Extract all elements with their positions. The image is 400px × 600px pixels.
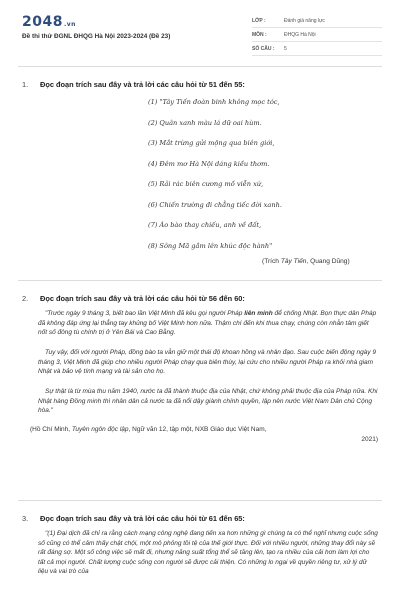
divider — [18, 280, 382, 281]
divider — [18, 500, 382, 501]
passage-paragraph-2: Tuy vậy, đối với người Pháp, đồng bào ta vẫn giữ một thái độ khoan hồng và nhân đạo. Sau cuộc biến động ngày 9 tháng 3, Việt Minh đã giúp cho nhiều người Pháp chạy qua biên thùy, lại cứu cho nhiều người Pháp ra khỏi nhà giam Nhật và bảo vệ tính mạng và tài sản cho họ. — [38, 349, 376, 376]
question-1 — [22, 80, 382, 89]
poem-line: (2) Quân xanh màu lá dữ oai hùm. — [148, 118, 262, 127]
meta-row-count: SỐ CÂU : 5 — [252, 42, 382, 56]
poem — [148, 98, 282, 262]
question-2-heading: 2. Đọc đoạn trích sau đây và trả lời các câu hỏi từ 56 đến 60: — [22, 294, 245, 303]
page-header — [0, 0, 400, 62]
passage-paragraph-3: Sự thật là từ mùa thu năm 1940, nước ta đã thành thuộc địa của Nhật, chứ không phải thuộc địa của Pháp nữa. Khi Nhật hàng Đồng minh thì nhân dân cả nước ta đã nổi dậy giành chính quyền, lập nên nước Việt Nam Dân chủ Cộng hòa." — [38, 388, 378, 415]
poem-line: (8) Sông Mã gầm lên khúc độc hành" — [148, 241, 273, 250]
poem-line: (5) Rải rác biên cương mồ viễn xứ, — [148, 180, 264, 188]
exam-meta — [252, 14, 382, 56]
poem-source: (Trích Tây Tiến, Quang Dũng) — [262, 258, 350, 265]
poem-line: (1) "Tây Tiến đoàn binh không mọc tóc, — [148, 98, 280, 106]
meta-row-subject: MÔN : ĐHQG Hà Nội — [252, 28, 382, 42]
divider — [18, 66, 382, 67]
poem-line: (6) Chiến trường đi chẳng tiếc đời xanh. — [148, 200, 282, 209]
question-3-heading: 3. Đọc đoạn trích sau đây và trả lời các câu hỏi từ 61 đến 65: — [22, 514, 245, 523]
poem-line: (4) Đêm mơ Hà Nội dáng kiều thơm. — [148, 159, 270, 168]
poem-line: (7) Áo bào thay chiếu, anh về đất, — [148, 221, 262, 229]
passage-paragraph-1: "Trước ngày 9 tháng 3, biết bao lần Việt Minh đã kêu gọi người Pháp liên minh để chống Nhật. Bọn thực dân Pháp đã không đáp ứng lại thẳng tay khủng bố Việt Minh hơn nữa. Thậm chí đến khi thua chạy, chúng còn nhẫn tâm giết nốt số đông tù chính trị ở Yên Bái và Cao Bằng. — [38, 310, 377, 337]
question-3 — [22, 514, 382, 523]
passage-paragraph-1: "(1) Đại dịch đã chỉ ra rằng cách mạng công nghệ đang tiến xa hơn những gì chúng ta có thể nghĩ nhưng cuộc sống số cũng có thể cảm thấy chật chội, một mô phỏng tồi tệ của thế giới thực. Đối với nhiều người, những thay đổi này sẽ rất đáng sợ. Một số công việc sẽ mất đi, nhưng năng suất tổng thể sẽ tăng lên, tạo ra nhiều của cải hơn làm lợi cho tất cả mọi người. Chất lượng cuộc sống con người sẽ được cải thiện. Có những lo ngại về quyền riêng tư, xử lý dữ liệu và vai trò của — [38, 530, 378, 576]
poem-line: (3) Mắt trừng gửi mộng qua biên giới, — [148, 139, 275, 147]
site-logo[interactable]: 2048.vn — [22, 14, 76, 30]
exam-title: Đề thi thử ĐGNL ĐHQG Hà Nội 2023-2024 (Đề 23) — [22, 33, 171, 40]
passage-citation: (Hồ Chí Minh, Tuyên ngôn độc lập, Ngữ văn 12, tập một, NXB Giáo dục Việt Nam, 2021) — [30, 426, 378, 443]
meta-row-class: LỚP : Đánh giá năng lực — [252, 14, 382, 28]
question-1-heading: 1. Đọc đoạn trích sau đây và trả lời các câu hỏi từ 51 đến 55: — [22, 80, 245, 89]
question-2 — [22, 294, 382, 303]
